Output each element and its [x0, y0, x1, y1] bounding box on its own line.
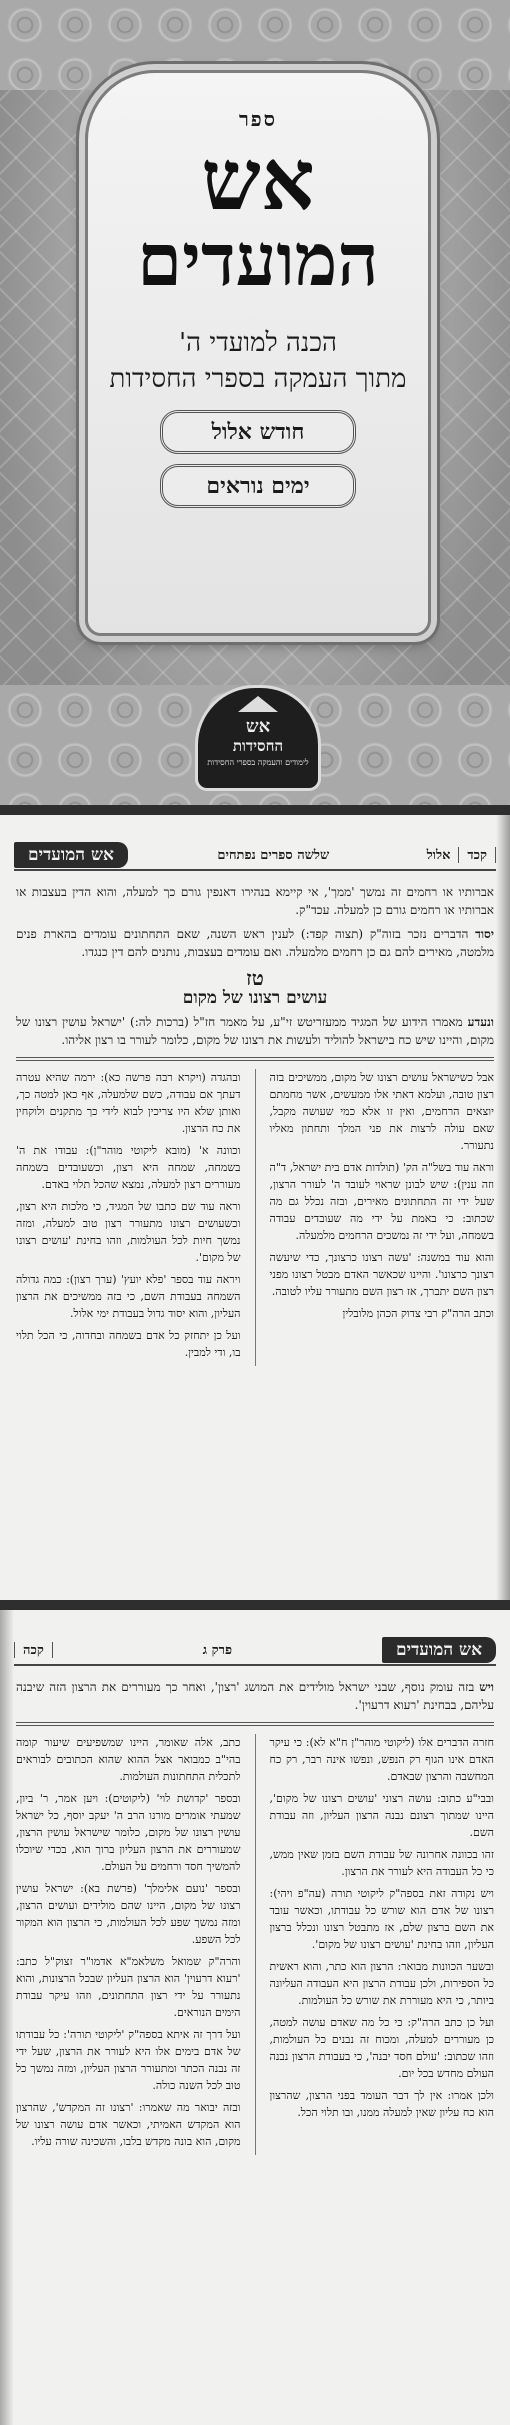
- cover-pill-yamim-noraim: ימים נוראים: [160, 464, 356, 508]
- column-divider: [255, 1069, 256, 1366]
- lead-word: ויש: [479, 1680, 494, 1694]
- cover-subtitle-line1: הכנה למועדי ה': [179, 327, 337, 358]
- page-124: [0, 815, 510, 1600]
- cover-subtitle-line2: מתוך העמקה בספרי החסידות: [109, 363, 407, 394]
- paragraph-yesod: [16, 925, 494, 961]
- header-book-title: אש המועדים: [14, 842, 128, 868]
- cover-title-line1: אש: [201, 130, 315, 229]
- emblem-roof-icon: [238, 696, 278, 712]
- page-number: קכד: [458, 847, 496, 863]
- column-right: [270, 1734, 495, 2155]
- emblem-line2: החסידות: [232, 737, 284, 755]
- column-paragraph: והוא עוד במשנה: 'עשה רצונו כרצונך, כדי שיעשה רצונך כרצונו'. והיינו שכאשר האדם מבטל רצונו מפני רצון השם יתברך, אז רצון השם מתעורר עליו לטובה.: [269, 1251, 494, 1298]
- column-paragraph: וכוונה א' (מובא ליקוטי מוהר"ן): עבודו את ה' בשמחה, שמחה היא רצון, וכשעובדים בשמחה מעוררים רצון למעלה, נמצא שהכל תלוי באדם.: [16, 1144, 241, 1191]
- column-left: [16, 1734, 241, 2155]
- section-title: עושים רצונו של מקום: [182, 988, 328, 1008]
- section-number: טז: [246, 966, 264, 990]
- two-column-text: [16, 1734, 494, 2155]
- column-paragraph: ובספר 'נועם אלימלך' (פרשת בא): ישראל עושין רצונו של מקום, היינו שהם מולידים ועושים הרצון, ומזה נמשך שפע לכל העולמות, כי הרצון הוא המקור לכל השפע.: [16, 1882, 241, 1946]
- paragraph-opening: [16, 1678, 494, 1714]
- two-column-text: [16, 1069, 494, 1366]
- page-body: [16, 1678, 494, 2155]
- column-paragraph: ויראה עוד בספר 'פלא יועץ' (ערך רצון): כמה גדולה השמחה בעבודת השם, כי בזה ממשיכים את הרצון העליון, והוא יסוד גדול בעבודת ימי אלול.: [16, 1273, 241, 1320]
- section-divider: [16, 1722, 494, 1726]
- page-header: [14, 1636, 496, 1666]
- page-fold-shadow: [0, 1610, 14, 2425]
- column-paragraph: ובשער הכוונות מבואר: הרצון הוא כתר, והוא ראשית כל הספירות, ולכן עבודת הרצון היא העבודה העליונה ביותר, כי היא מעוררת את שורש כל העולמות.: [269, 1960, 494, 2007]
- gap-1: [0, 805, 510, 815]
- lead-word: יסוד: [475, 927, 494, 941]
- page-number: קכה: [14, 1642, 53, 1658]
- cover-title-line2: המועדים: [137, 217, 379, 302]
- gap-2: [0, 1600, 510, 1610]
- column-paragraph: ויש נקודה זאת בספה"ק ליקוטי תורה (עה"פ ויהי): רצונו של אדם הוא שורש כל עבודתו, וכאשר עובד את השם ברצון שלם, אז מתבטל רצונו ונכלל ברצון העליון, וזהו בחינת 'עושים רצונו של מקום'.: [269, 1887, 494, 1951]
- column-paragraph: וראה עוד בשל"ה הק' (תולדות אדם בית ישראל, ד"ה וזה ענין): שיש לבונן שראוי לעובד ה' לעורר הרצון, שעל ידי זה התחתונים מאירים, ובזה נכלל גם מה שכתוב: כי באמת על ידי מה שעובדים עבודה בשמחה, ועל ידי זה נמשכים הרחמים מלמעלה.: [269, 1161, 494, 1242]
- column-paragraph: ובבי"ע כתוב: עושה רצוני 'עושים רצונו של מקום', היינו שמתוך רצונם נבנה הרצון העליון, וזה עבודת השם.: [269, 1792, 494, 1839]
- book-cover: [0, 0, 510, 805]
- page-125: [0, 1610, 510, 2425]
- cover-title-frame: [85, 70, 431, 636]
- cover-pill-elul: חודש אלול: [160, 410, 356, 454]
- paragraph-text: הדברים נזכר בזוה"ק (תצוה קפד:) לענין ראש השנה, שאם התחתונים עומדים בהארת פנים מלמטה, מאירים להם גם כן רחמים מלמעלה. ואם עומדים בעצבות, נותנים להם דין כנגדו.: [16, 927, 494, 959]
- column-paragraph: ובזה יבואר מה שאמרו: 'רצונו זה המקדש', שהרצון הוא המקדש האמיתי, וכאשר אדם עושה רצונו של מקום, הוא בונה מקדש בלבו, והשכינה שורה עליו.: [16, 2101, 241, 2148]
- column-paragraph: כתב, אלה שאומר, היינו שמשפיעים שיעור קומה בהי"ב כמבואר אצל ההוא שהוא הכתובים לבוראים לתכלית התחתונות העולמות.: [16, 1736, 241, 1783]
- header-chapter: פרק ג: [202, 1643, 233, 1658]
- column-divider: [255, 1734, 256, 2155]
- column-paragraph: ובספר 'קדושת לוי' (ליקוטים): ויען אמר, ר' ביון, שמעתי אומרים מורנו הרב ה' יעקב יוסף, כל ישראל עושין רצונו של מקום, כלומר שישראל עושין הרצון, שמעוררים את הרצון העליון ברוך הוא, בכדי שיוכלו להמשיך חסד ורחמים על העולם.: [16, 1792, 241, 1873]
- publisher-emblem: [195, 685, 321, 791]
- column-paragraph: וראה עוד שם כתבו של המגיד, כי מלכות היא רצון, וכשעושים רצונו מתעורר רצון טוב למעלה, ומזה נמשך חיות לכל העולמות, וזהו בחינת 'עושים רצונו של מקום'.: [16, 1200, 241, 1264]
- emblem-tagline: לימודים והעמקה בספרי החסידות: [207, 758, 309, 767]
- emblem-line1: אש: [245, 716, 271, 737]
- lead-word: ונעדע: [467, 1015, 494, 1029]
- column-paragraph: ועל דרך זה איתא בספה"ק 'ליקוטי תורה': כל עבודתו של אדם בימים אלו היא לעורר את הרצון, שעל ידי זה נבנה הכתר ומתעורר הרצון העליון, ומזה נמשך כל טוב לכל השנה כולה.: [16, 2028, 241, 2092]
- column-paragraph: והרה"ק שמואל משלאמ"א אדמו"ר זצוק"ל כתב: 'רעוא דרעוין' הוא הרצון העליון שבכל הרצונות, והוא נתעורר על ידי רצון התחתונים, וזהו עיקר עבודת הימים הנוראים.: [16, 1955, 241, 2019]
- header-book-title: אש המועדים: [382, 1637, 496, 1663]
- column-paragraph: ובהגדה (ויקרא רבה פרשה כא): ירמה שהיא עטרה דעתך אם עבודה, כשם שלמעלה, אף כאן למטה כך, ואותן שלא היו צריכין לבוא לידי כך מתקנים ולוקחין את כח הרצון.: [16, 1071, 241, 1135]
- header-month: אלול: [426, 848, 451, 863]
- paragraph-text: מאמרו הידוע של המגיד ממעזריטש זי"ע, על מאמר חז"ל (ברכות לה:) 'ישראל עושין רצונו של מקום, והיינו שיש כח בישראל להוליד ולעשות את רצונו של מקום, כלומר לעורר בו רצון אליהו.: [16, 1015, 494, 1047]
- page-body: [16, 883, 494, 1366]
- paragraph: אברותיו או רחמים זה נמשך 'ממך', אי קיימא בנהירו דאנפין גורם כך למעלה, והוא הדין בעצבות או אברותיו או רחמים גורם כן למעלה. עכד"ק.: [16, 885, 494, 917]
- paragraph-text: בזה עומק נוסף, שבני ישראל מולידים את המושג 'רצון', ואחר כך מעוררים את הרצון הזה שיבנה עליהם, בבחינת 'רעוא דרעוין'.: [16, 1680, 494, 1712]
- column-paragraph: ולכן אמרו: אין לך דבר העומד בפני הרצון, שהרצון הוא כח עליון שאין למעלה ממנו, ובו תלוי הכל.: [269, 2089, 494, 2119]
- column-left: [16, 1069, 241, 1366]
- page-header: [14, 841, 496, 871]
- column-paragraph: זהו בכוונה אחרונה של עבודת השם בזמן שאין ממש, כי כל העבודה היא לעורר את הרצון.: [269, 1848, 494, 1878]
- column-paragraph: חזרה הדברים אלו (ליקוטי מוהר"ן ח"א לא): כי עיקר האדם אינו הגוף רק הנפש, ונפשו אינה רבר, רק כח המחשבה והרצון שבאדם.: [269, 1736, 494, 1783]
- column-paragraph: ועל כן יתחזק כל אדם בשמחה ובחדוה, כי הכל תלוי בו, ודי למבין.: [16, 1329, 241, 1359]
- column-paragraph: וכתב הרה"ק רבי צדוק הכהן מלובלין: [342, 1307, 494, 1320]
- paragraph-vened: [16, 1013, 494, 1049]
- column-paragraph: אבל כשישראל עושים רצונו של מקום, ממשיכים בזה רצון טובה, ועלמא דאתי אלו ממעשים, אשר מחמתם יוצאים הרחמים, ואין זו אלא כמי שעושה מקבל, שאם עולה לרצות את פני המלך ותחתון מאליו נתעורר.: [269, 1071, 494, 1152]
- column-right: [270, 1069, 495, 1366]
- column-paragraph: ועל כן כתב הרה"ק: כי כל מה שאדם עושה למטה, כן מעוררים למעלה, ומכוח זה נבנים כל העולמות, וזהו שכתוב: 'עולם חסד יבנה', כי בעבודת הרצון נבנה העולם מחדש בכל יום.: [269, 2016, 494, 2080]
- section-divider: [16, 1057, 494, 1061]
- cover-sefer-label: ספר: [238, 107, 278, 131]
- page-fold-shadow: [496, 815, 510, 1600]
- header-section: שלשה ספרים נפתחים: [217, 848, 330, 863]
